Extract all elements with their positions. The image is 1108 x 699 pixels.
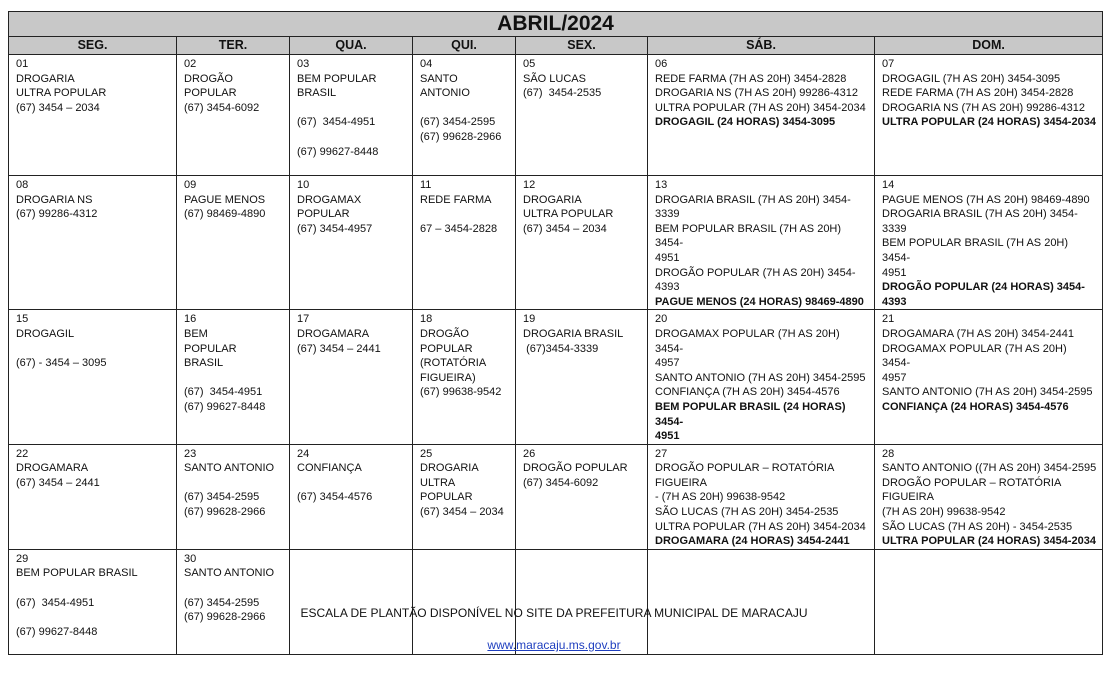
- duty-line: ULTRA POPULAR (7H AS 20H) 3454-2034: [655, 520, 866, 533]
- duty-line: (67) 3454-2595: [184, 596, 260, 609]
- duty-line: (67) 3454-4957: [297, 222, 373, 235]
- duty-line: (67) 3454-4951: [16, 596, 95, 609]
- duty-line: DROGÃO POPULAR (24 HORAS) 3454-4393: [882, 281, 1085, 308]
- duty-line: (67)3454-3339: [523, 342, 599, 355]
- day-number: 24: [297, 447, 310, 460]
- day-cell: [648, 176, 875, 310]
- duty-line: REDE FARMA (7H AS 20H) 3454-2828: [655, 72, 847, 85]
- day-cell: [875, 55, 1103, 176]
- duty-line: POPULAR: [420, 342, 473, 355]
- weekday-header: SEG.: [9, 37, 177, 55]
- duty-line: SÃO LUCAS: [523, 72, 586, 85]
- duty-line: POPULAR: [297, 208, 350, 221]
- duty-line: ULTRA POPULAR: [420, 476, 473, 504]
- day-number: 08: [16, 179, 29, 191]
- duty-line: DROGAMARA: [297, 327, 370, 340]
- duty-line: (67) 99628-2966: [184, 506, 266, 519]
- day-cell: [177, 55, 290, 176]
- duty-line: (67) 99286-4312: [16, 208, 98, 221]
- duty-line: BEM POPULAR BRASIL: [16, 567, 138, 580]
- duty-line: SANTO ANTONIO (7H AS 20H) 3454-2595: [882, 386, 1093, 399]
- duty-line: PAGUE MENOS (7H AS 20H) 98469-4890: [882, 193, 1090, 206]
- day-cell: [290, 55, 413, 176]
- duty-line: DROGAMAX POPULAR (7H AS 20H) 3454-: [655, 327, 843, 355]
- duty-line: SÃO LUCAS (7H AS 20H) 3454-2535: [655, 506, 839, 519]
- day-cell: [413, 176, 516, 310]
- duty-line: CONFIANÇA: [297, 462, 362, 475]
- day-number: 05: [523, 58, 536, 70]
- duty-line: (67) 3454-4951: [184, 386, 263, 399]
- duty-line: SANTO ANTONIO: [184, 567, 275, 580]
- duty-line: [420, 207, 510, 222]
- day-number: 29: [16, 552, 29, 565]
- duty-line: (67) 99627-8448: [297, 145, 379, 158]
- day-cell: [648, 444, 875, 549]
- duty-line: 67 – 3454-2828: [420, 222, 498, 235]
- duty-line: [16, 581, 171, 596]
- day-number: 03: [297, 58, 310, 70]
- weekday-header-row: [9, 37, 1103, 55]
- day-number: 27: [655, 447, 668, 460]
- day-number: 10: [297, 179, 310, 191]
- duty-line: DROGAMARA: [16, 462, 89, 475]
- duty-line: (67) 99628-2966: [184, 611, 266, 624]
- duty-line: BEM POPULAR BRASIL: [297, 72, 380, 100]
- duty-line: DROGÃO POPULAR: [184, 72, 237, 100]
- day-number: 28: [882, 447, 895, 460]
- weekday-header: TER.: [177, 37, 290, 55]
- duty-line: DROGARIA BRASIL (7H AS 20H) 3454-3339: [882, 208, 1078, 235]
- duty-line: [184, 476, 284, 491]
- duty-line: (67) 3454-6092: [184, 101, 260, 114]
- footer-note: ESCALA DE PLANTÃO DISPONÍVEL NO SITE DA PREFEITURA MUNICIPAL DE MARACAJU: [300, 606, 808, 620]
- day-number: 02: [184, 58, 197, 70]
- day-cell: [290, 176, 413, 310]
- day-number: 17: [297, 313, 310, 326]
- duty-line: (67) 98469-4890: [184, 208, 266, 221]
- day-number: 06: [655, 58, 668, 70]
- duty-line: 4951: [655, 251, 680, 264]
- day-number: 16: [184, 313, 197, 326]
- day-number: 19: [523, 313, 536, 326]
- duty-line: DROGAMAX: [297, 193, 362, 206]
- day-number: 23: [184, 447, 197, 460]
- day-cell: [9, 444, 177, 549]
- day-cell: [9, 310, 177, 444]
- day-number: 25: [420, 447, 433, 460]
- duty-line: DROGAGIL (24 HORAS) 3454-3095: [655, 116, 836, 129]
- duty-line: FIGUEIRA): [420, 371, 476, 384]
- duty-line: SANTO ANTONIO: [420, 72, 470, 100]
- week-row: [9, 176, 1103, 310]
- duty-line: [297, 101, 407, 116]
- day-cell: [177, 176, 290, 310]
- duty-line: DROGAMAX POPULAR (7H AS 20H) 3454-: [882, 342, 1070, 370]
- duty-line: DROGARIA NS: [16, 193, 93, 206]
- day-cell: [875, 310, 1103, 444]
- week-row: [9, 310, 1103, 444]
- duty-line: BEM POPULAR BRASIL (24 HORAS) 3454-: [655, 400, 849, 428]
- duty-line: (67) 3454-6092: [523, 476, 599, 489]
- duty-line: 4951: [882, 266, 907, 279]
- duty-line: BEM POPULAR: [184, 327, 239, 355]
- duty-line: DROGÃO POPULAR – ROTATÓRIA FIGUEIRA: [882, 476, 1064, 504]
- duty-line: (67) 3454 – 2441: [16, 476, 100, 489]
- duty-line: (67) 99627-8448: [184, 400, 266, 413]
- duty-line: 4951: [655, 430, 680, 443]
- duty-line: DROGARIA: [523, 193, 582, 206]
- duty-line: [184, 581, 284, 596]
- duty-line: BEM POPULAR BRASIL (7H AS 20H) 3454-: [655, 222, 845, 250]
- duty-line: (67) 3454-4576: [297, 491, 373, 504]
- day-number: 04: [420, 58, 433, 70]
- weekday-header: QUI.: [413, 37, 516, 55]
- duty-line: (7H AS 20H) 99638-9542: [882, 506, 1006, 519]
- day-number: 07: [882, 58, 895, 70]
- duty-line: PAGUE MENOS: [184, 193, 266, 206]
- day-number: 11: [420, 179, 432, 191]
- day-number: 26: [523, 447, 536, 460]
- duty-line: DROGAMARA (7H AS 20H) 3454-2441: [882, 327, 1074, 340]
- duty-line: [16, 342, 171, 357]
- duty-line: (67) 3454-2595: [420, 116, 496, 129]
- day-number: 15: [16, 313, 29, 326]
- day-cell: [9, 176, 177, 310]
- day-number: 20: [655, 313, 668, 326]
- duty-line: CONFIANÇA (24 HORAS) 3454-4576: [882, 400, 1069, 413]
- duty-line: REDE FARMA: [420, 193, 492, 206]
- duty-line: [297, 476, 407, 491]
- duty-line: SANTO ANTONIO: [184, 462, 275, 475]
- duty-line: DROGÃO POPULAR – ROTATÓRIA FIGUEIRA: [655, 462, 837, 489]
- duty-line: DROGÃO POPULAR: [523, 462, 628, 475]
- duty-line: ULTRA POPULAR: [523, 208, 614, 221]
- duty-line: 4957: [882, 371, 907, 384]
- duty-line: 4957: [655, 357, 680, 370]
- duty-line: SANTO ANTONIO ((7H AS 20H) 3454-2595: [882, 462, 1097, 475]
- duty-line: (67) 3454 – 2441: [297, 342, 381, 355]
- day-cell: [648, 55, 875, 176]
- day-cell: [648, 310, 875, 444]
- day-number: 22: [16, 447, 29, 460]
- day-cell: [875, 444, 1103, 549]
- duty-line: (67) 99628-2966: [420, 130, 502, 143]
- weekday-header: DOM.: [875, 37, 1103, 55]
- duty-line: DROGARIA NS (7H AS 20H) 99286-4312: [882, 101, 1085, 114]
- day-cell: [177, 310, 290, 444]
- weekday-header: SEX.: [516, 37, 648, 55]
- duty-line: PAGUE MENOS (24 HORAS) 98469-4890: [655, 295, 864, 308]
- duty-line: DROGARIA NS (7H AS 20H) 99286-4312: [655, 87, 858, 100]
- duty-line: DROGAGIL: [16, 327, 75, 340]
- calendar-title: ABRIL/2024: [9, 12, 1103, 37]
- day-cell: [516, 176, 648, 310]
- day-cell: [413, 55, 516, 176]
- weekday-header: SÁB.: [648, 37, 875, 55]
- duty-line: DROGARIA BRASIL: [523, 327, 624, 340]
- duty-line: (67) 3454-4951: [297, 116, 376, 129]
- week-row: [9, 444, 1103, 549]
- duty-line: DROGARIA: [420, 462, 479, 475]
- day-number: 09: [184, 179, 197, 191]
- duty-line: ULTRA POPULAR: [16, 87, 107, 100]
- day-cell: [413, 310, 516, 444]
- duty-line: ULTRA POPULAR (7H AS 20H) 3454-2034: [655, 101, 866, 114]
- day-number: 18: [420, 313, 433, 326]
- day-cell: [177, 444, 290, 549]
- duty-line: [420, 101, 510, 116]
- footer-link-wrap: [0, 638, 1108, 652]
- site-link[interactable]: www.maracaju.ms.gov.br: [487, 638, 621, 652]
- day-number: 12: [523, 179, 536, 191]
- duty-line: (67) 99638-9542: [420, 386, 502, 399]
- calendar-table: [8, 11, 1103, 655]
- duty-line: (67) 3454 – 2034: [420, 506, 504, 519]
- duty-line: DROGAMARA (24 HORAS) 3454-2441: [655, 535, 850, 548]
- day-number: 13: [655, 179, 668, 191]
- duty-line: (67) 3454-2535: [523, 87, 602, 100]
- week-row: [9, 55, 1103, 176]
- duty-line: REDE FARMA (7H AS 20H) 3454-2828: [882, 87, 1074, 100]
- duty-line: (67) 3454 – 2034: [523, 222, 607, 235]
- duty-line: ULTRA POPULAR (24 HORAS) 3454-2034: [882, 116, 1096, 129]
- day-cell: [516, 444, 648, 549]
- duty-line: SÃO LUCAS (7H AS 20H) - 3454-2535: [882, 520, 1073, 533]
- duty-line: (67) 99627-8448: [16, 625, 98, 638]
- duty-line: [297, 130, 407, 145]
- duty-line: DROGÃO: [420, 327, 469, 340]
- duty-line: DROGARIA BRASIL (7H AS 20H) 3454-3339: [655, 193, 851, 221]
- duty-line: (67) - 3454 – 3095: [16, 357, 107, 370]
- day-cell: [875, 176, 1103, 310]
- day-cell: [290, 310, 413, 444]
- duty-line: CONFIANÇA (7H AS 20H) 3454-4576: [655, 386, 840, 399]
- day-cell: [516, 55, 648, 176]
- duty-line: BRASIL: [184, 357, 224, 370]
- day-cell: [413, 444, 516, 549]
- duty-line: [184, 371, 284, 386]
- day-number: 21: [882, 313, 895, 326]
- duty-line: (67) 3454 – 2034: [16, 101, 100, 114]
- duty-line: DROGÃO POPULAR (7H AS 20H) 3454-4393: [655, 266, 856, 294]
- day-cell: [516, 310, 648, 444]
- duty-line: (67) 3454-2595: [184, 491, 260, 504]
- duty-line: - (7H AS 20H) 99638-9542: [655, 491, 786, 504]
- day-number: 01: [16, 58, 29, 70]
- duty-line: BEM POPULAR BRASIL (7H AS 20H) 3454-: [882, 237, 1072, 264]
- duty-line: SANTO ANTONIO (7H AS 20H) 3454-2595: [655, 371, 866, 384]
- day-cell: [9, 55, 177, 176]
- duty-line: (ROTATÓRIA: [420, 357, 487, 370]
- duty-line: DROGARIA: [16, 72, 75, 85]
- day-number: 14: [882, 179, 895, 191]
- weekday-header: QUA.: [290, 37, 413, 55]
- duty-line: ULTRA POPULAR (24 HORAS) 3454-2034: [882, 535, 1096, 548]
- day-cell: [290, 444, 413, 549]
- duty-line: DROGAGIL (7H AS 20H) 3454-3095: [882, 72, 1061, 85]
- day-number: 30: [184, 552, 197, 565]
